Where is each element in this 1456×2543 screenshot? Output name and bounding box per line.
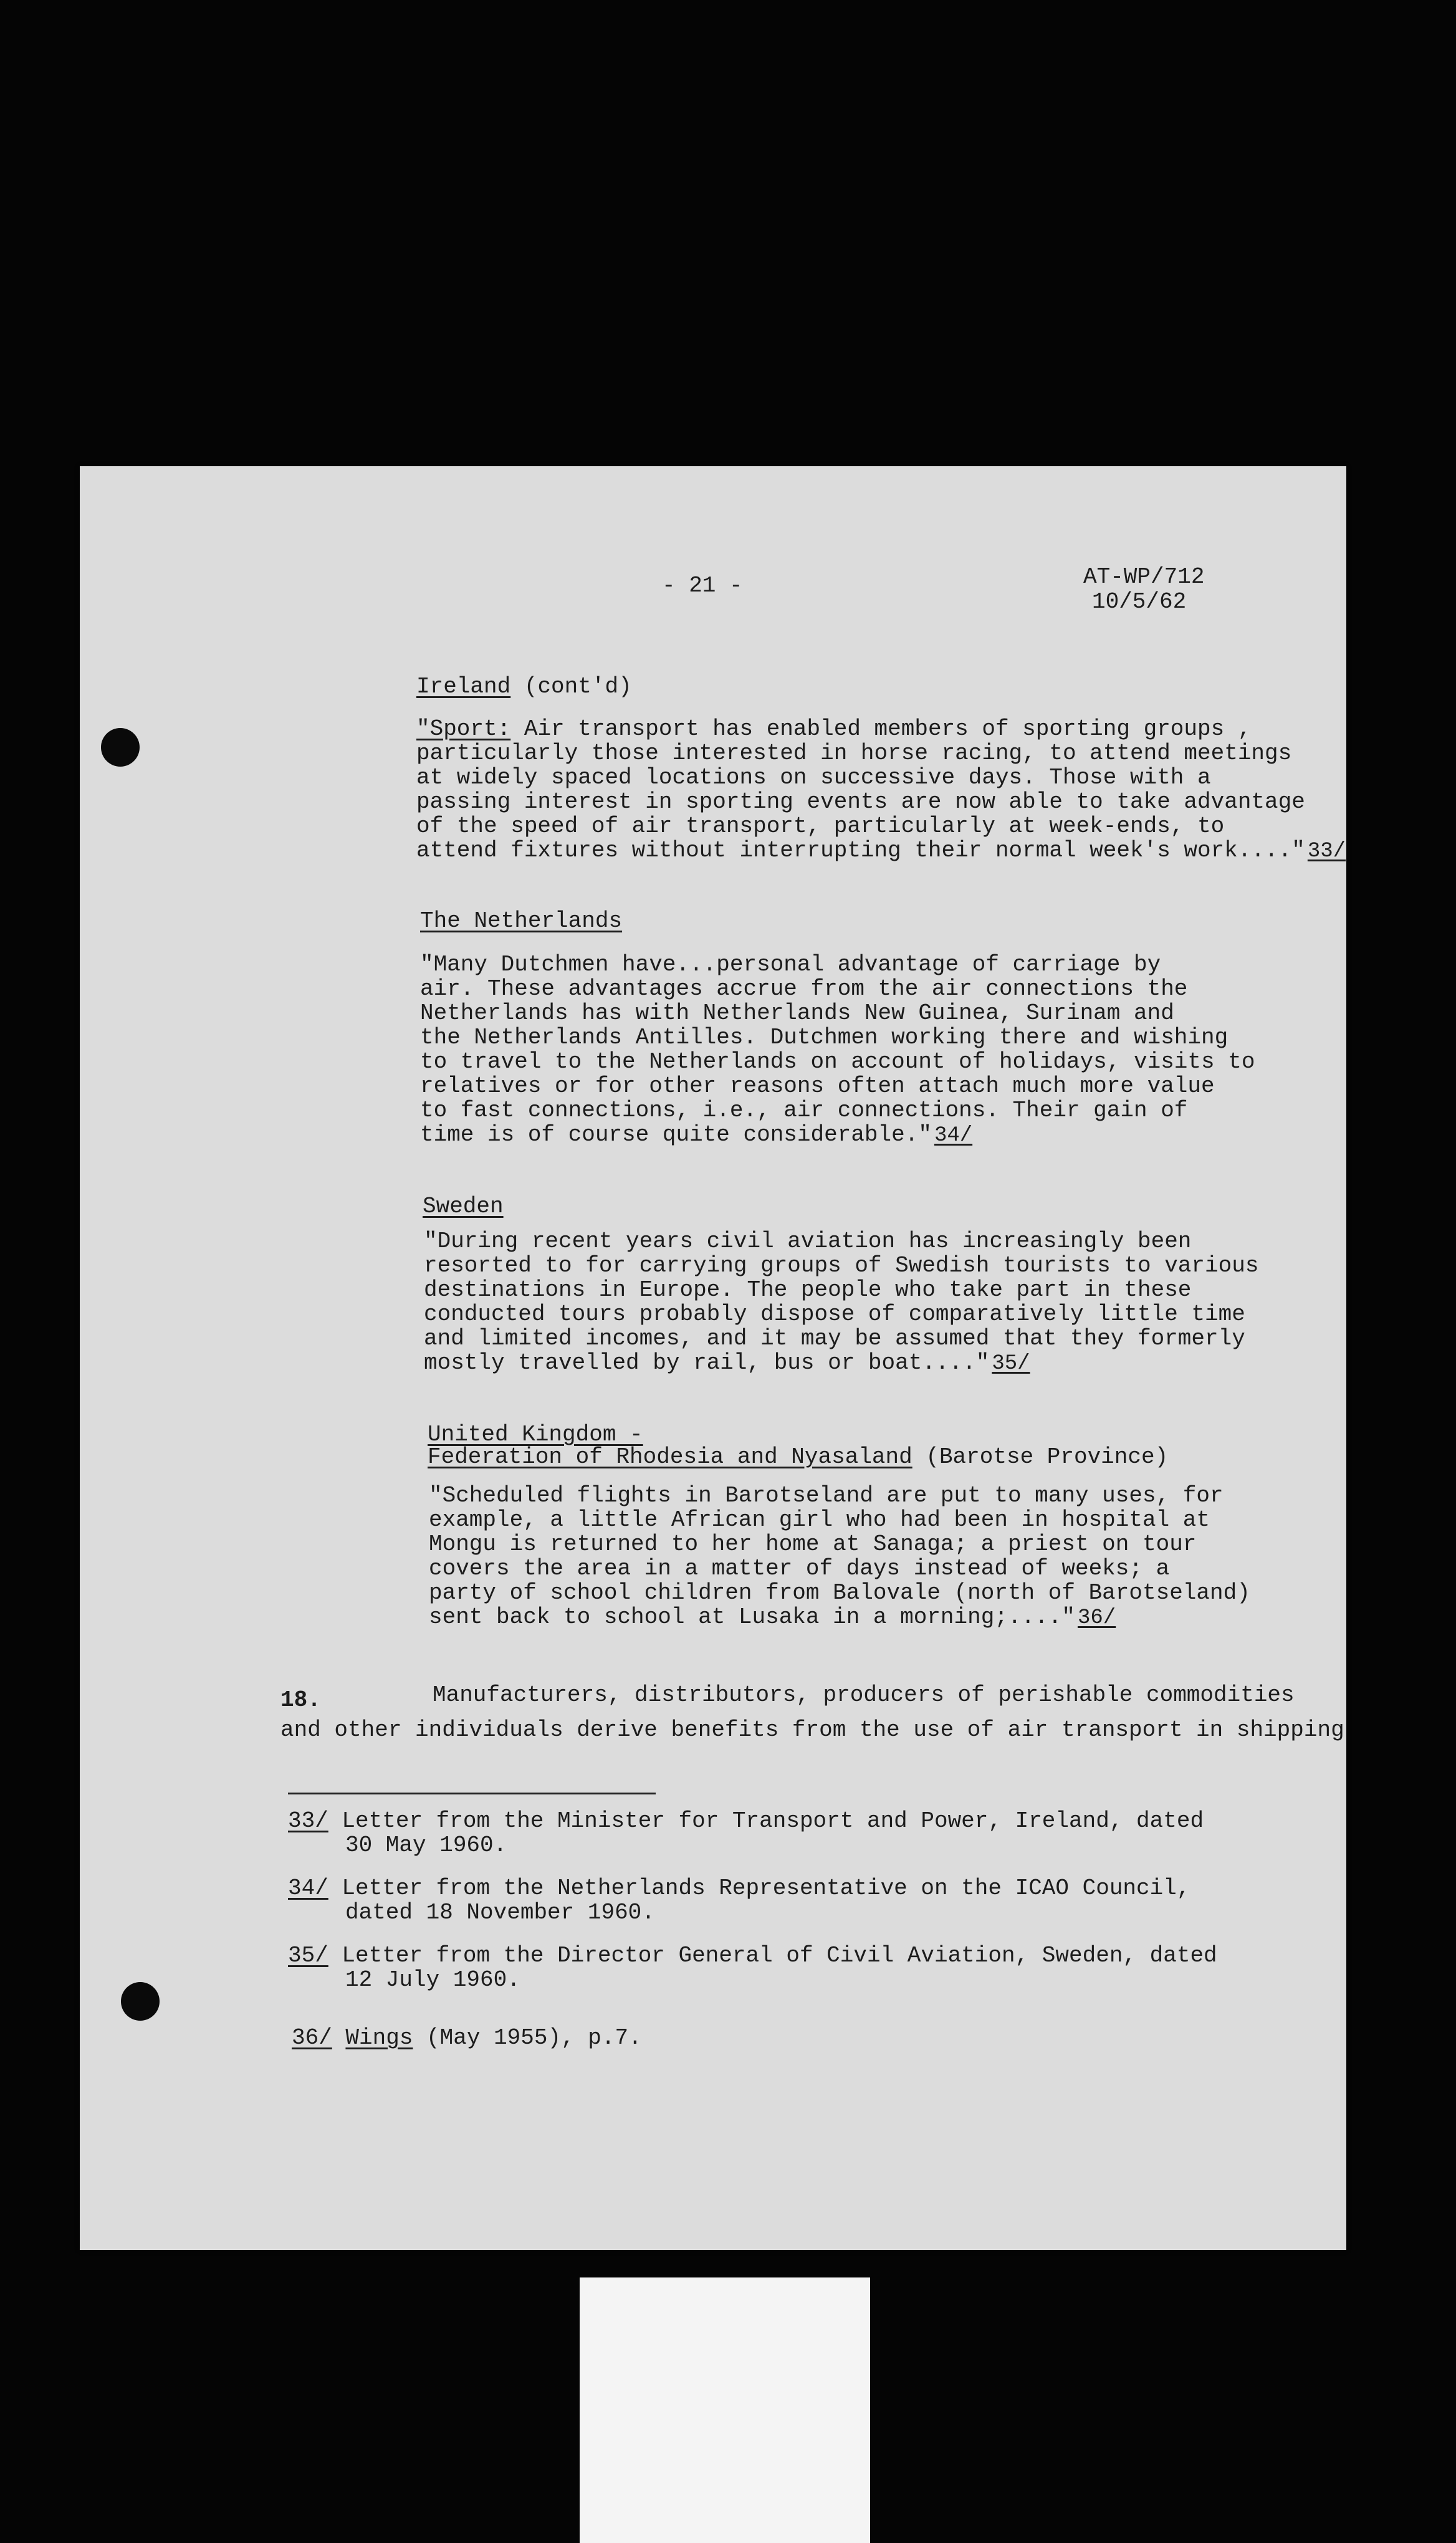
footnote-ref-36: 36/ bbox=[1077, 1606, 1116, 1630]
document-reference: AT-WP/712 bbox=[1083, 564, 1205, 590]
section-heading-ireland: Ireland (cont'd) bbox=[416, 674, 632, 699]
punch-hole bbox=[121, 1982, 160, 2021]
section-heading-united-kingdom: United Kingdom - bbox=[428, 1422, 643, 1447]
paragraph-number: 18. bbox=[280, 1687, 321, 1713]
section-heading-sweden: Sweden bbox=[423, 1194, 504, 1219]
footnote-36: 36/ Wings (May 1955), p.7. bbox=[292, 2025, 642, 2051]
document-date: 10/5/62 bbox=[1092, 589, 1187, 615]
footnote-ref-35: 35/ bbox=[992, 1352, 1030, 1376]
netherlands-quote: "Many Dutchmen have...personal advantage of carriage by air. These advantages accrue from the air connections the Netherlands has with Netherlands New Guinea, Surinam and the Netherlands Antilles. Dutchmen working there and wishing to travel to the Netherlands on account of holidays, visits to relatives or for other reasons often attach much more value to fast connections, i.e., air connections. Their gain of time is of course quite considerable." 34/ bbox=[420, 952, 1255, 1147]
page-number: - 21 - bbox=[662, 573, 743, 598]
blank-label-card bbox=[580, 2277, 870, 2543]
footnote-33: 33/ Letter from the Minister for Transport and Power, Ireland, dated 30 May 1960. bbox=[288, 1808, 1204, 1858]
footnote-separator bbox=[288, 1793, 656, 1794]
sweden-quote: "During recent years civil aviation has increasingly been resorted to for carrying groups of Swedish tourists to various destinations in Europe. The people who take part in these conducted tours probably dispose of comparatively little time and limited incomes, and it may be assumed that they formerly mostly travelled by rail, bus or boat...." 35/ bbox=[424, 1228, 1259, 1376]
paragraph-18-line-2: and other individuals derive benefits from the use of air transport in shipping bbox=[280, 1717, 1344, 1743]
rhodesia-quote: "Scheduled flights in Barotseland are put to many uses, for example, a little African girl who had been in hospital at Mongu is returned to her home at Sanaga; a priest on tour covers the area in a matter of days instead of weeks; a party of school children from Balovale (north of Barotseland) sent back to school at Lusaka in a morning;...." 36/ bbox=[429, 1483, 1250, 1630]
ireland-quote: "Sport: Air transport has enabled members of sporting groups , particularly those interested in horse racing, to attend meetings at widely spaced locations on successive days. Those with a passing interest in sporting events are now able to take advantage of the speed of air transport, particularly at week-ends, to attend fixtures without interrupting their normal week's work...." 33/ bbox=[416, 716, 1346, 863]
section-subheading-rhodesia: Federation of Rhodesia and Nyasaland (Barotse Province) bbox=[428, 1444, 1169, 1470]
footnote-ref-33: 33/ bbox=[1307, 840, 1346, 863]
section-heading-netherlands: The Netherlands bbox=[420, 908, 623, 934]
paragraph-18-line-1: Manufacturers, distributors, producers of perishable commodities bbox=[433, 1682, 1295, 1708]
footnote-ref-34: 34/ bbox=[934, 1124, 973, 1147]
sport-label: "Sport: bbox=[416, 716, 511, 742]
footnote-35: 35/ Letter from the Director General of Civil Aviation, Sweden, dated 12 July 1960. bbox=[288, 1943, 1217, 1993]
footnote-34: 34/ Letter from the Netherlands Representative on the ICAO Council, dated 18 November 1960. bbox=[288, 1875, 1190, 1925]
punch-hole bbox=[101, 728, 140, 767]
